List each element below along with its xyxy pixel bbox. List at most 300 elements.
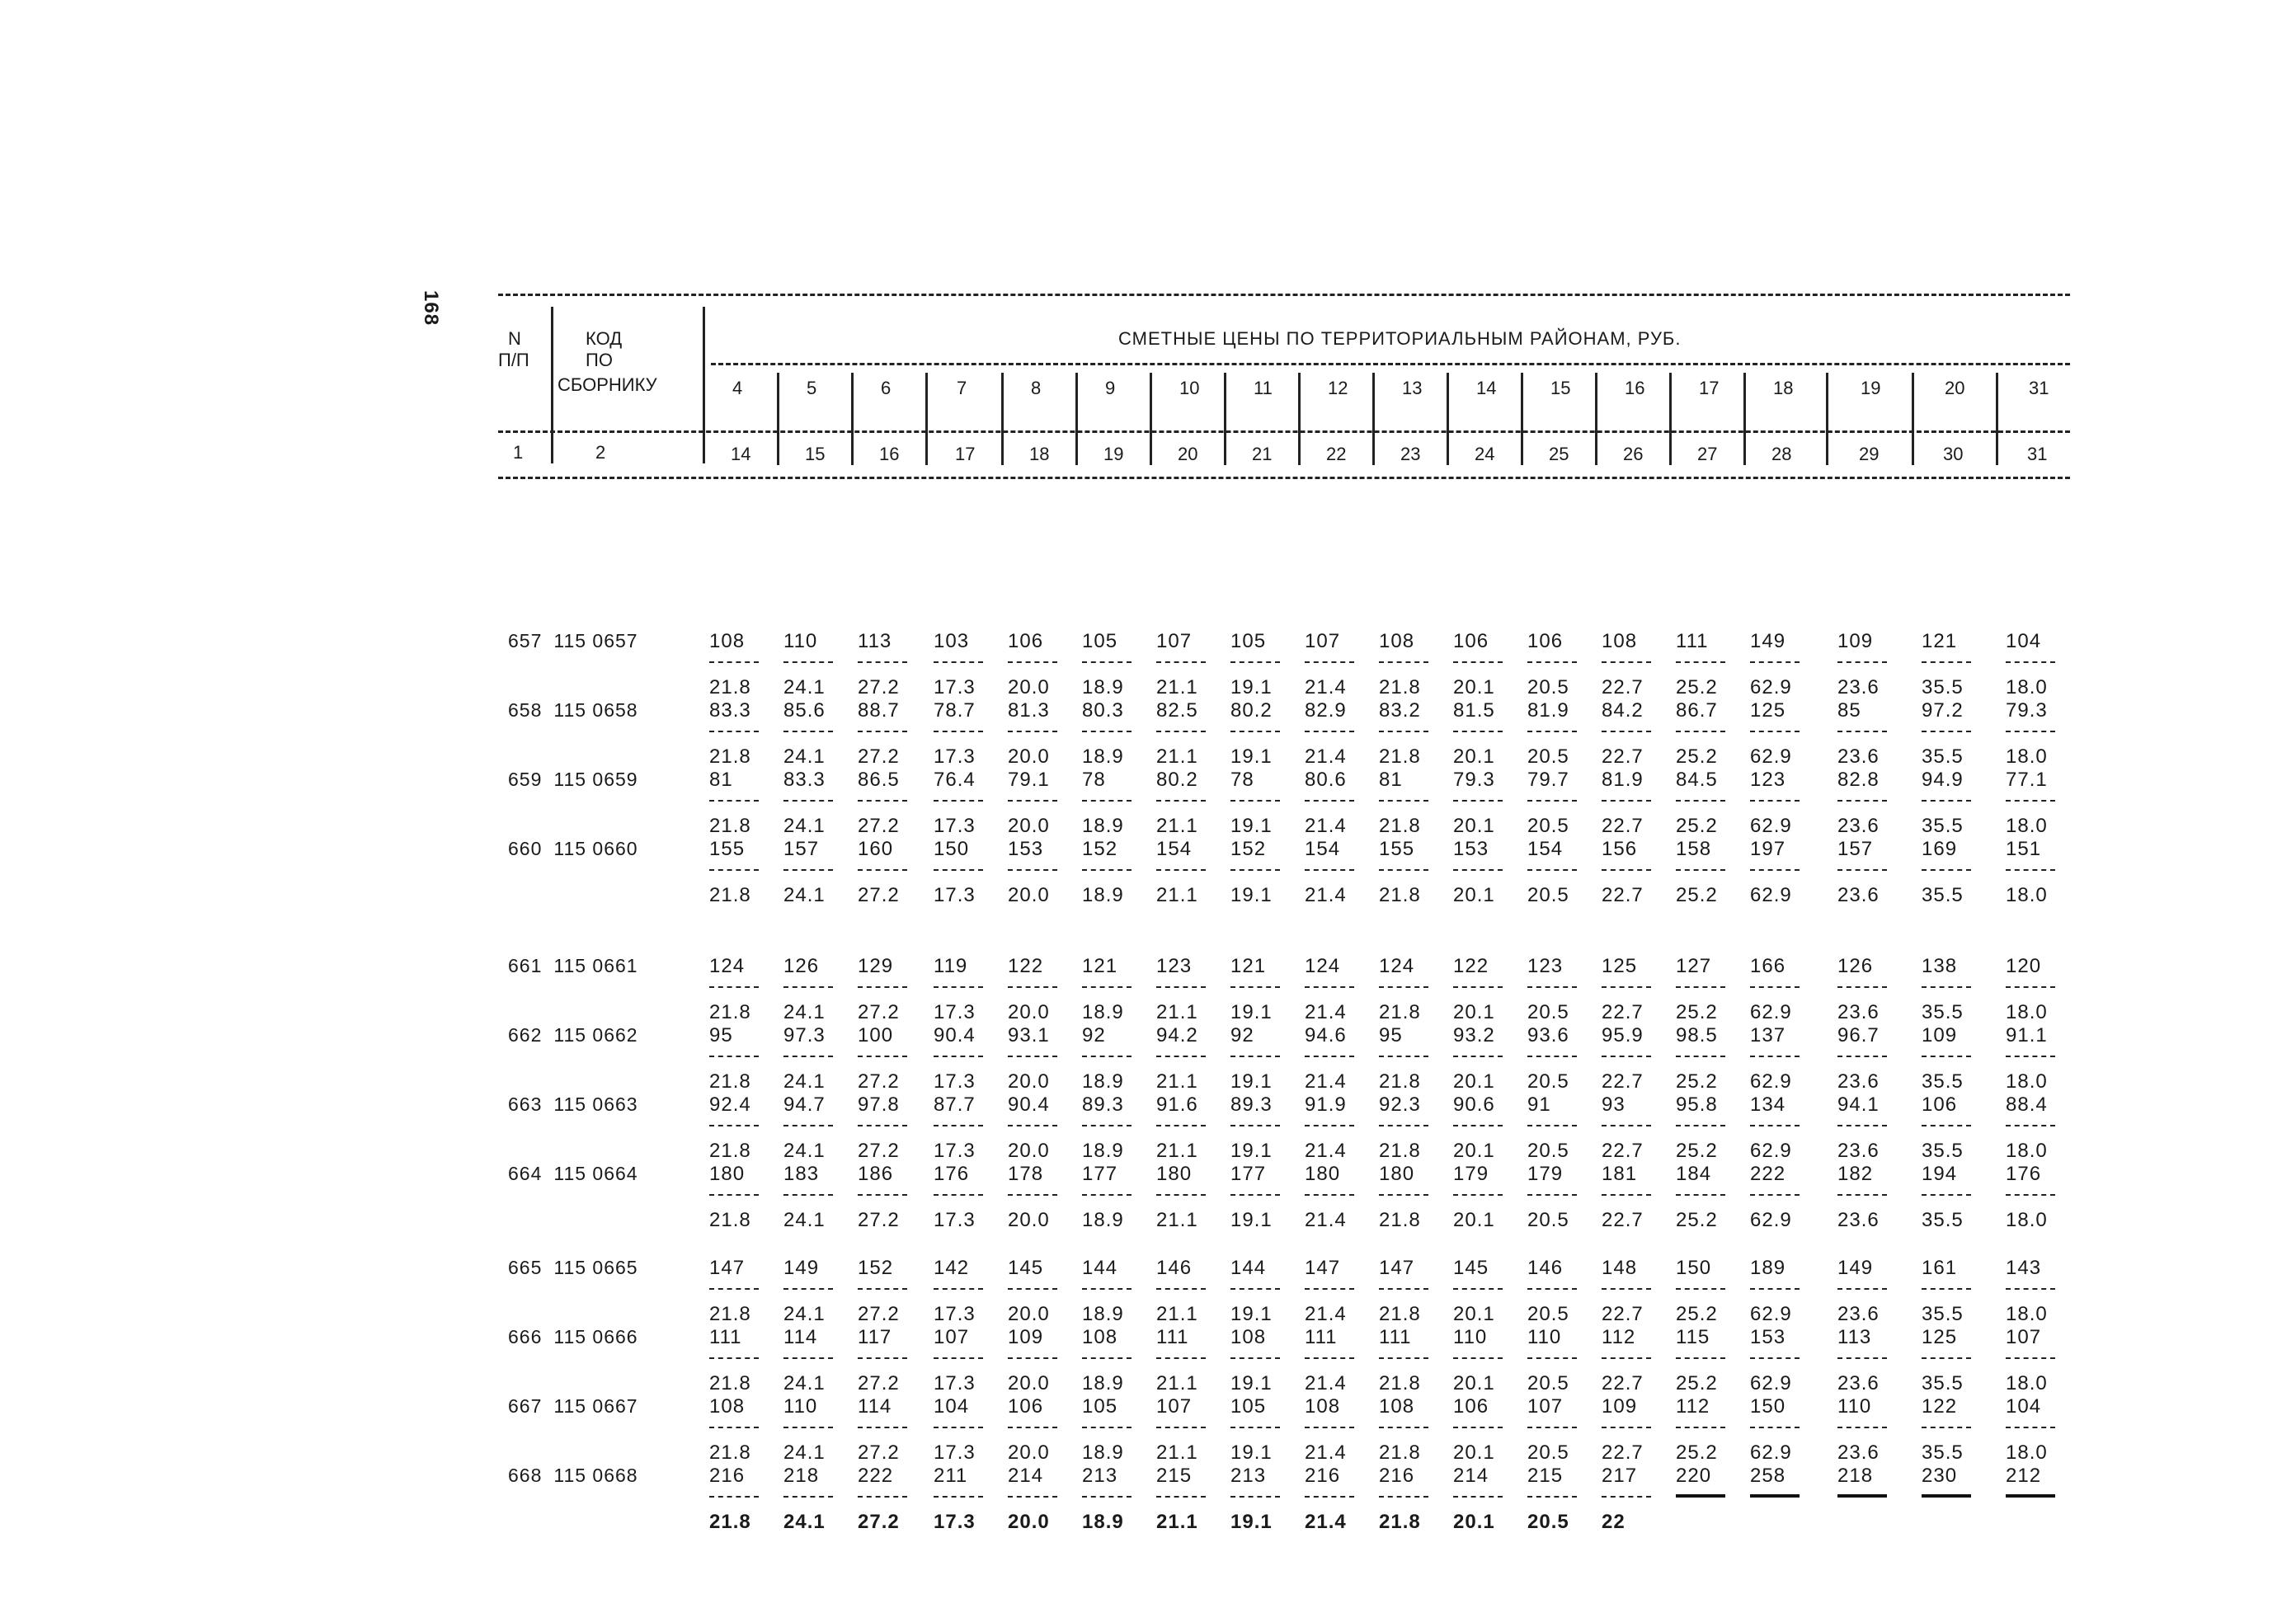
- fraction-rule: [2006, 661, 2055, 663]
- row-code: 115 0664: [553, 1163, 638, 1184]
- fraction-rule: [858, 986, 907, 988]
- divisor-cell: 24.1: [783, 1001, 826, 1023]
- row-code: 115 0660: [553, 838, 638, 859]
- fraction-rule: [1453, 1125, 1503, 1126]
- fraction-rule: [1922, 1056, 1971, 1057]
- divisor-cell: 20.1: [1453, 1001, 1495, 1023]
- row-code: 115 0667: [553, 1395, 638, 1417]
- price-cell: 94.9: [1922, 769, 1964, 791]
- price-cell: 110: [1527, 1326, 1562, 1348]
- price-cell: 179: [1453, 1163, 1489, 1185]
- divisor-cell: 20.0: [1008, 1209, 1050, 1231]
- divisor-cell: 21.8: [709, 745, 751, 768]
- fraction-rule: [1156, 1427, 1206, 1428]
- price-cell: 157: [783, 838, 820, 860]
- row-number: 662: [508, 1024, 543, 1046]
- price-cell: 146: [1527, 1257, 1564, 1279]
- price-cell: 93: [1602, 1093, 1626, 1116]
- fraction-rule: [1008, 1125, 1057, 1126]
- divisor-cell: 27.2: [858, 1209, 900, 1231]
- fraction-rule: [1230, 869, 1280, 871]
- fraction-rule: [1527, 800, 1577, 802]
- divisor-cell: 19.1: [1230, 1140, 1273, 1162]
- fraction-rule: [1750, 1125, 1800, 1126]
- price-cell: 216: [1305, 1465, 1341, 1487]
- price-cell: 80.3: [1082, 699, 1124, 722]
- fraction-rule: [1453, 1496, 1503, 1498]
- fraction-rule: [1379, 661, 1428, 663]
- fraction-rule: [1008, 869, 1057, 871]
- fraction-rule: [1602, 869, 1651, 871]
- row-code: 115 0659: [553, 769, 638, 790]
- price-cell: 106: [1453, 1395, 1489, 1418]
- price-cell: 125: [1750, 699, 1786, 722]
- price-cell: 230: [1922, 1465, 1958, 1487]
- price-cell: 86.5: [858, 769, 900, 791]
- divisor-cell: 21.8: [709, 1372, 751, 1394]
- fraction-rule: [1922, 1288, 1971, 1290]
- divisor-cell: 18.0: [2006, 1001, 2048, 1023]
- price-cell: 91: [1527, 1093, 1551, 1116]
- row-number: 668: [508, 1465, 543, 1486]
- price-cell: 149: [1750, 630, 1786, 652]
- price-cell: 218: [783, 1465, 820, 1487]
- fraction-rule: [1453, 1056, 1503, 1057]
- divisor-cell: 18.9: [1082, 1372, 1124, 1394]
- price-cell: 182: [1837, 1163, 1874, 1185]
- divisor-cell: 20.1: [1453, 884, 1495, 906]
- divisor-cell: 27.2: [858, 745, 900, 768]
- price-cell: 90.4: [1008, 1093, 1050, 1116]
- price-cell: 153: [1008, 838, 1044, 860]
- fraction-rule: [1305, 1125, 1354, 1126]
- row-code: 115 0666: [553, 1326, 638, 1347]
- index-header-18: 18: [1029, 444, 1050, 464]
- fraction-rule: [1837, 869, 1887, 871]
- divisor-cell: 20.0: [1008, 884, 1050, 906]
- price-cell: 81.9: [1527, 699, 1569, 722]
- final-divisor-cell: 17.3: [934, 1511, 976, 1533]
- region-header-18: 18: [1773, 378, 1794, 398]
- fraction-rule: [858, 869, 907, 871]
- divisor-cell: 23.6: [1837, 745, 1880, 768]
- price-cell: 107: [1156, 630, 1193, 652]
- divisor-cell: 20.1: [1453, 1140, 1495, 1162]
- price-cell: 222: [858, 1465, 894, 1487]
- fraction-rule: [2006, 986, 2055, 988]
- fraction-rule: [1156, 1496, 1206, 1498]
- fraction-rule: [1837, 1427, 1887, 1428]
- divisor-cell: 22.7: [1602, 1372, 1644, 1394]
- fraction-rule: [2006, 731, 2055, 732]
- divisor-cell: 21.4: [1305, 1303, 1347, 1325]
- divisor-cell: 24.1: [783, 1070, 826, 1093]
- fraction-rule: [709, 986, 759, 988]
- row-number: 659: [508, 769, 543, 790]
- divisor-cell: 27.2: [858, 1001, 900, 1023]
- price-cell: 98.5: [1676, 1024, 1718, 1046]
- fraction-rule: [1602, 1496, 1651, 1498]
- divisor-cell: 17.3: [934, 1070, 976, 1093]
- divisor-cell: 20.1: [1453, 1070, 1495, 1093]
- divisor-cell: 25.2: [1676, 815, 1718, 837]
- price-cell: 111: [1156, 1326, 1189, 1348]
- divisor-cell: 21.8: [1379, 1441, 1421, 1464]
- divisor-cell: 17.3: [934, 745, 976, 768]
- fraction-rule: [1008, 1056, 1057, 1057]
- fraction-rule: [783, 1288, 833, 1290]
- divisor-cell: 22.7: [1602, 1070, 1644, 1093]
- fraction-rule: [2006, 1194, 2055, 1196]
- fraction-rule: [709, 1056, 759, 1057]
- header-bottom-rule: [498, 477, 2070, 479]
- price-cell: 78: [1230, 769, 1254, 791]
- header-top-rule: [498, 294, 2070, 296]
- divisor-cell: 21.8: [709, 884, 751, 906]
- divisor-cell: 21.4: [1305, 676, 1347, 698]
- price-cell: 113: [1837, 1326, 1872, 1348]
- price-cell: 108: [1379, 1395, 1415, 1418]
- price-cell: 109: [1922, 1024, 1958, 1046]
- divisor-cell: 17.3: [934, 1001, 976, 1023]
- fraction-rule: [1230, 1056, 1280, 1057]
- fraction-rule: [1453, 731, 1503, 732]
- fraction-rule: [1837, 1125, 1887, 1126]
- fraction-rule: [1527, 1125, 1577, 1126]
- divisor-cell: 21.8: [1379, 1140, 1421, 1162]
- fraction-rule: [783, 1125, 833, 1126]
- region-header-8: 8: [1031, 378, 1042, 398]
- row-number: 663: [508, 1093, 543, 1115]
- price-cell: 114: [783, 1326, 818, 1348]
- price-cell: 197: [1750, 838, 1786, 860]
- divisor-cell: 19.1: [1230, 815, 1273, 837]
- final-divisor-cell: 21.8: [1379, 1511, 1421, 1533]
- fraction-rule: [1922, 1194, 1971, 1196]
- fraction-rule: [1453, 986, 1503, 988]
- divisor-cell: 21.4: [1305, 1070, 1347, 1093]
- price-cell: 178: [1008, 1163, 1044, 1185]
- divisor-cell: 21.8: [709, 815, 751, 837]
- final-divisor-cell: 22: [1602, 1511, 1626, 1533]
- divisor-cell: 19.1: [1230, 1209, 1273, 1231]
- divisor-cell: 20.0: [1008, 1303, 1050, 1325]
- fraction-rule: [1230, 1427, 1280, 1428]
- divisor-cell: 19.1: [1230, 1303, 1273, 1325]
- divisor-cell: 22.7: [1602, 1441, 1644, 1464]
- divisor-cell: 21.1: [1156, 1209, 1198, 1231]
- fraction-rule: [858, 661, 907, 663]
- fraction-rule: [1082, 1288, 1132, 1290]
- price-cell: 91.1: [2006, 1024, 2048, 1046]
- price-cell: 106: [1527, 630, 1564, 652]
- region-sep: [1001, 373, 1004, 465]
- price-cell: 220: [1676, 1465, 1712, 1487]
- price-cell: 122: [1922, 1395, 1958, 1418]
- fraction-rule: [1008, 1496, 1057, 1498]
- divisor-cell: 21.1: [1156, 1001, 1198, 1023]
- divisor-cell: 35.5: [1922, 884, 1964, 906]
- price-cell: 134: [1750, 1093, 1786, 1116]
- index-col-2: 2: [595, 442, 606, 463]
- divisor-cell: 25.2: [1676, 884, 1718, 906]
- fraction-rule: [1750, 869, 1800, 871]
- price-cell: 156: [1602, 838, 1638, 860]
- price-cell: 124: [709, 955, 746, 977]
- price-cell: 83.2: [1379, 699, 1421, 722]
- price-cell: 217: [1602, 1465, 1638, 1487]
- price-cell: 84.5: [1676, 769, 1718, 791]
- price-cell: 214: [1008, 1465, 1044, 1487]
- fraction-rule: [1230, 1288, 1280, 1290]
- fraction-rule: [934, 1288, 983, 1290]
- region-header-9: 9: [1105, 378, 1116, 398]
- divisor-cell: 21.4: [1305, 1441, 1347, 1464]
- fraction-rule: [1837, 986, 1887, 988]
- fraction-rule: [1922, 731, 1971, 732]
- price-cell: 126: [783, 955, 820, 977]
- fraction-rule: [1453, 1427, 1503, 1428]
- price-cell: 84.2: [1602, 699, 1644, 722]
- fraction-rule: [1750, 1357, 1800, 1359]
- row-number: 666: [508, 1326, 543, 1347]
- price-cell: 114: [858, 1395, 892, 1418]
- price-cell: 155: [1379, 838, 1415, 860]
- fraction-rule: [1837, 800, 1887, 802]
- price-cell: 144: [1082, 1257, 1118, 1279]
- index-header-21: 21: [1252, 444, 1273, 464]
- divisor-cell: 18.0: [2006, 676, 2048, 698]
- price-cell: 146: [1156, 1257, 1193, 1279]
- fraction-rule: [858, 731, 907, 732]
- price-cell: 93.1: [1008, 1024, 1050, 1046]
- fraction-rule: [1602, 1125, 1651, 1126]
- divisor-cell: 35.5: [1922, 815, 1964, 837]
- index-header-22: 22: [1326, 444, 1347, 464]
- fraction-rule: [1082, 1496, 1132, 1498]
- price-cell: 82.5: [1156, 699, 1198, 722]
- price-cell: 216: [709, 1465, 746, 1487]
- divisor-cell: 24.1: [783, 1441, 826, 1464]
- fraction-rule: [709, 1194, 759, 1196]
- divisor-cell: 21.8: [1379, 1372, 1421, 1394]
- divisor-cell: 19.1: [1230, 745, 1273, 768]
- divisor-cell: 21.1: [1156, 745, 1198, 768]
- divisor-cell: 21.4: [1305, 1209, 1347, 1231]
- divisor-cell: 21.1: [1156, 884, 1198, 906]
- divisor-cell: 18.9: [1082, 1070, 1124, 1093]
- fraction-rule: [1379, 1125, 1428, 1126]
- fraction-rule: [1750, 800, 1800, 802]
- price-cell: 110: [1453, 1326, 1488, 1348]
- row-label-661: [508, 955, 638, 977]
- fraction-rule: [1156, 661, 1206, 663]
- price-cell: 106: [1008, 1395, 1044, 1418]
- fraction-rule: [1602, 986, 1651, 988]
- price-cell: 143: [2006, 1257, 2042, 1279]
- price-cell: 108: [1305, 1395, 1341, 1418]
- divisor-cell: 20.5: [1527, 1209, 1569, 1231]
- fraction-rule: [1379, 800, 1428, 802]
- fraction-rule: [1156, 1125, 1206, 1126]
- fraction-rule: [858, 1288, 907, 1290]
- fraction-rule: [1082, 869, 1132, 871]
- fraction-rule: [1750, 1056, 1800, 1057]
- price-cell: 137: [1750, 1024, 1786, 1046]
- divisor-cell: 27.2: [858, 1441, 900, 1464]
- divisor-cell: 19.1: [1230, 1441, 1273, 1464]
- fraction-rule: [709, 1288, 759, 1290]
- row-code: 115 0657: [553, 630, 638, 651]
- divisor-cell: 21.8: [709, 1140, 751, 1162]
- divisor-cell: 18.0: [2006, 1303, 2048, 1325]
- fraction-rule: [783, 1427, 833, 1428]
- bold-rule: [1922, 1494, 1971, 1498]
- region-header-20: 20: [1945, 378, 1965, 398]
- divisor-cell: 22.7: [1602, 676, 1644, 698]
- region-header-15: 15: [1550, 378, 1571, 398]
- price-cell: 158: [1676, 838, 1712, 860]
- fraction-rule: [1676, 986, 1725, 988]
- price-cell: 79.7: [1527, 769, 1569, 791]
- price-cell: 215: [1156, 1465, 1193, 1487]
- price-cell: 147: [1379, 1257, 1415, 1279]
- fraction-rule: [1230, 986, 1280, 988]
- price-cell: 186: [858, 1163, 894, 1185]
- index-col-1: 1: [513, 442, 524, 463]
- price-cell: 125: [1602, 955, 1638, 977]
- divisor-cell: 17.3: [934, 1372, 976, 1394]
- region-sep: [1826, 373, 1828, 465]
- fraction-rule: [1453, 1194, 1503, 1196]
- price-cell: 81.5: [1453, 699, 1495, 722]
- price-cell: 153: [1453, 838, 1489, 860]
- divisor-cell: 27.2: [858, 1070, 900, 1093]
- row-label-663: [508, 1093, 638, 1116]
- price-cell: 93.6: [1527, 1024, 1569, 1046]
- price-cell: 152: [1082, 838, 1118, 860]
- fraction-rule: [1676, 1194, 1725, 1196]
- fraction-rule: [934, 731, 983, 732]
- price-cell: 181: [1602, 1163, 1638, 1185]
- divisor-cell: 19.1: [1230, 1070, 1273, 1093]
- row-number: 660: [508, 838, 543, 859]
- fraction-rule: [858, 1056, 907, 1057]
- price-cell: 105: [1082, 630, 1118, 652]
- fraction-rule: [709, 800, 759, 802]
- price-cell: 94.1: [1837, 1093, 1880, 1116]
- fraction-rule: [1230, 1125, 1280, 1126]
- fraction-rule: [1082, 986, 1132, 988]
- price-cell: 122: [1008, 955, 1044, 977]
- price-cell: 87.7: [934, 1093, 976, 1116]
- divisor-cell: 20.5: [1527, 1372, 1569, 1394]
- fraction-rule: [1008, 661, 1057, 663]
- price-cell: 154: [1156, 838, 1193, 860]
- price-cell: 80.2: [1230, 699, 1273, 722]
- region-sep: [1224, 373, 1226, 465]
- divisor-cell: 18.0: [2006, 1372, 2048, 1394]
- divisor-cell: 18.9: [1082, 676, 1124, 698]
- fraction-rule: [1082, 1427, 1132, 1428]
- price-cell: 97.2: [1922, 699, 1964, 722]
- price-cell: 109: [1008, 1326, 1044, 1348]
- divisor-cell: 23.6: [1837, 1001, 1880, 1023]
- fraction-rule: [2006, 1288, 2055, 1290]
- fraction-rule: [1922, 1357, 1971, 1359]
- col-sep-2: [703, 307, 705, 463]
- price-cell: 142: [934, 1257, 970, 1279]
- price-cell: 180: [709, 1163, 746, 1185]
- price-cell: 108: [1379, 630, 1415, 652]
- row-label-662: [508, 1024, 638, 1046]
- region-sep: [1150, 373, 1152, 465]
- divisor-cell: 21.1: [1156, 676, 1198, 698]
- price-cell: 147: [709, 1257, 746, 1279]
- divisor-cell: 25.2: [1676, 1441, 1718, 1464]
- fraction-rule: [1305, 661, 1354, 663]
- divisor-cell: 21.4: [1305, 745, 1347, 768]
- final-divisor-cell: 24.1: [783, 1511, 826, 1533]
- price-cell: 150: [1750, 1395, 1786, 1418]
- bold-rule: [1837, 1494, 1887, 1498]
- region-header-31: 31: [2029, 378, 2049, 398]
- price-cell: 149: [783, 1257, 820, 1279]
- fraction-rule: [1379, 1056, 1428, 1057]
- price-cell: 104: [934, 1395, 970, 1418]
- fraction-rule: [1602, 1427, 1651, 1428]
- price-cell: 106: [1922, 1093, 1958, 1116]
- region-header-19: 19: [1861, 378, 1881, 398]
- fraction-rule: [1837, 661, 1887, 663]
- row-code: 115 0663: [553, 1093, 638, 1115]
- price-cell: 110: [783, 1395, 818, 1418]
- fraction-rule: [709, 869, 759, 871]
- fraction-rule: [858, 1496, 907, 1498]
- row-code: 115 0661: [553, 955, 638, 976]
- header-mid-rule: [711, 363, 2070, 365]
- index-header-30: 30: [1943, 444, 1964, 464]
- fraction-rule: [1837, 731, 1887, 732]
- divisor-cell: 19.1: [1230, 676, 1273, 698]
- price-cell: 169: [1922, 838, 1958, 860]
- price-cell: 104: [2006, 1395, 2042, 1418]
- index-header-15: 15: [805, 444, 826, 464]
- fraction-rule: [1676, 661, 1725, 663]
- fraction-rule: [1527, 661, 1577, 663]
- divisor-cell: 27.2: [858, 884, 900, 906]
- divisor-cell: 18.0: [2006, 884, 2048, 906]
- price-cell: 145: [1453, 1257, 1489, 1279]
- index-header-24: 24: [1475, 444, 1495, 464]
- fraction-rule: [934, 1496, 983, 1498]
- divisor-cell: 62.9: [1750, 815, 1792, 837]
- fraction-rule: [1453, 661, 1503, 663]
- row-number: 664: [508, 1163, 543, 1184]
- divisor-cell: 20.1: [1453, 1441, 1495, 1464]
- price-cell: 78.7: [934, 699, 976, 722]
- divisor-cell: 20.0: [1008, 1140, 1050, 1162]
- fraction-rule: [934, 1125, 983, 1126]
- fraction-rule: [2006, 1427, 2055, 1428]
- region-header-13: 13: [1402, 378, 1423, 398]
- price-cell: 92: [1082, 1024, 1106, 1046]
- price-cell: 107: [2006, 1326, 2042, 1348]
- region-header-14: 14: [1476, 378, 1497, 398]
- divisor-cell: 22.7: [1602, 884, 1644, 906]
- fraction-rule: [1602, 1194, 1651, 1196]
- fraction-rule: [1230, 731, 1280, 732]
